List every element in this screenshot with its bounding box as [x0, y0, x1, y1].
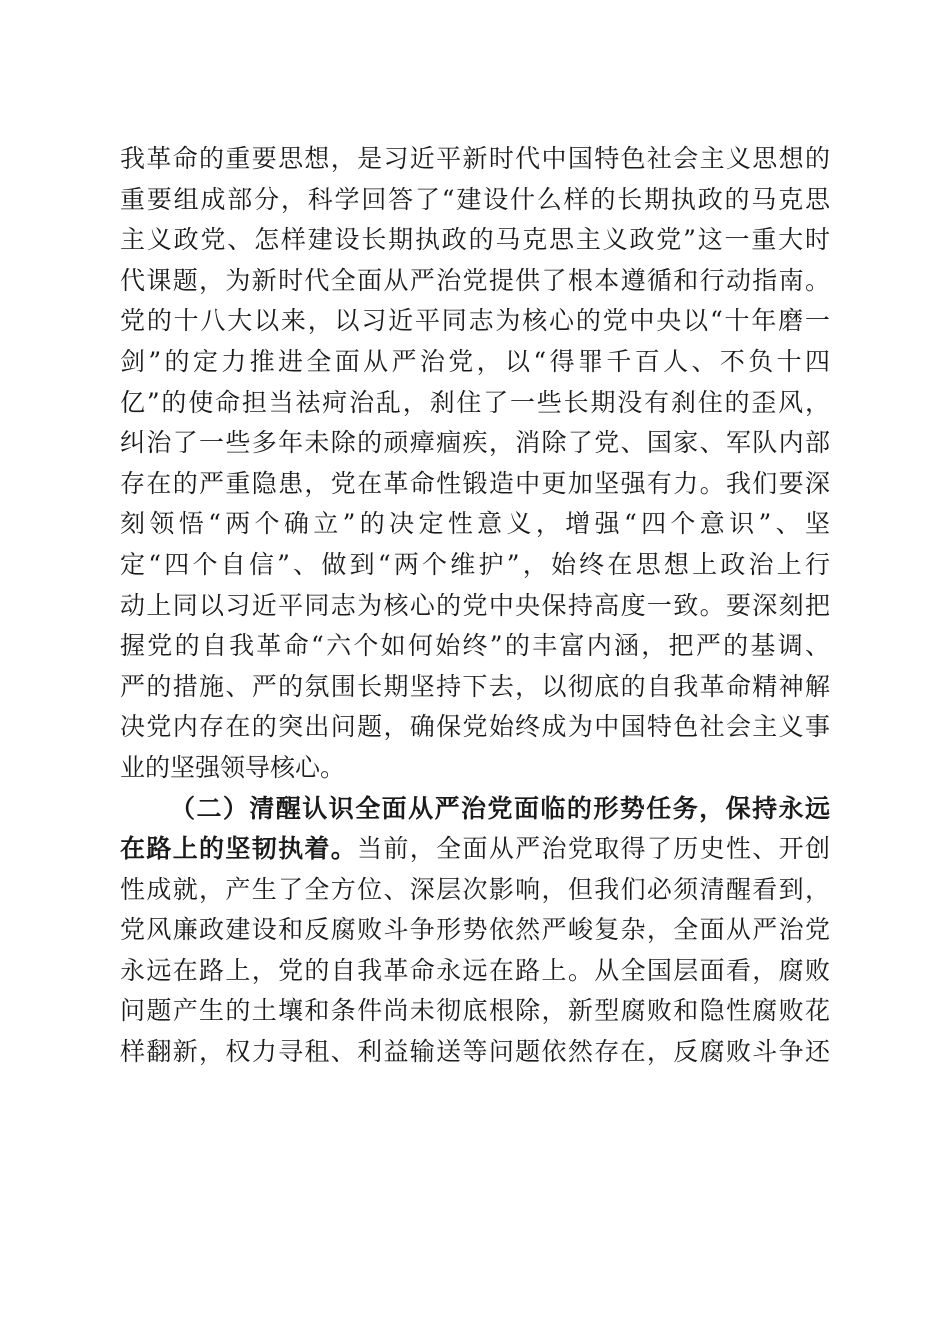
text-line: 刻领悟“两个确立”的决定性意义，增强“四个意识”、坚 [120, 509, 830, 539]
text-line: 样翻新，权力寻租、利益输送等问题依然存在，反腐败斗争还 [120, 1037, 830, 1067]
section-heading-continued: 在路上的坚韧执着。 [120, 834, 358, 864]
text-span: 当前，全面从严治党取得了历史性、开创 [357, 834, 830, 864]
text-line: 纠治了一些多年未除的顽瘴痼疾，消除了党、国家、军队内部 [120, 428, 830, 458]
text-line: 代课题，为新时代全面从严治党提供了根本遵循和行动指南。 [120, 265, 830, 295]
paragraph-2 [120, 789, 830, 1073]
section-heading: （二）清醒认识全面从严治党面临的形势任务，保持永远 [170, 793, 830, 823]
text-line: 我革命的重要思想，是习近平新时代中国特色社会主义思想的 [120, 144, 830, 173]
document-page [120, 139, 830, 1073]
text-line: 永远在路上，党的自我革命永远在路上。从全国层面看，腐败 [120, 955, 830, 985]
text-line: 剑”的定力推进全面从严治党，以“得罪千百人、不负十四 [120, 346, 830, 376]
text-line: 业的坚强领导核心。 [120, 752, 346, 782]
paragraph-1 [120, 139, 830, 789]
text-line [120, 829, 830, 870]
text-line: 性成就，产生了全方位、深层次影响，但我们必须清醒看到， [120, 874, 830, 904]
text-line: 党的十八大以来，以习近平同志为核心的党中央以“十年磨一 [120, 306, 830, 336]
text-line: 动上同以习近平同志为核心的党中央保持高度一致。要深刻把 [120, 590, 830, 620]
text-line: 严的措施、严的氛围长期坚持下去，以彻底的自我革命精神解 [120, 671, 830, 701]
text-line: 握党的自我革命“六个如何始终”的丰富内涵，把严的基调、 [120, 631, 830, 661]
text-line: 亿”的使命担当祛疴治乱，刹住了一些长期没有刹住的歪风， [120, 387, 830, 417]
text-line: 问题产生的土壤和条件尚未彻底根除，新型腐败和隐性腐败花 [120, 996, 830, 1026]
text-line: 决党内存在的突出问题，确保党始终成为中国特色社会主义事 [120, 712, 830, 742]
text-line: 定“四个自信”、做到“两个维护”，始终在思想上政治上行 [120, 549, 830, 579]
text-line: 重要组成部分，科学回答了“建设什么样的长期执政的马克思 [120, 184, 830, 214]
text-line: 存在的严重隐患，党在革命性锻造中更加坚强有力。我们要深 [120, 468, 830, 498]
text-line: 党风廉政建设和反腐败斗争形势依然严峻复杂，全面从严治党 [120, 915, 830, 945]
text-line: 主义政党、怎样建设长期执政的马克思主义政党”这一重大时 [120, 225, 830, 255]
